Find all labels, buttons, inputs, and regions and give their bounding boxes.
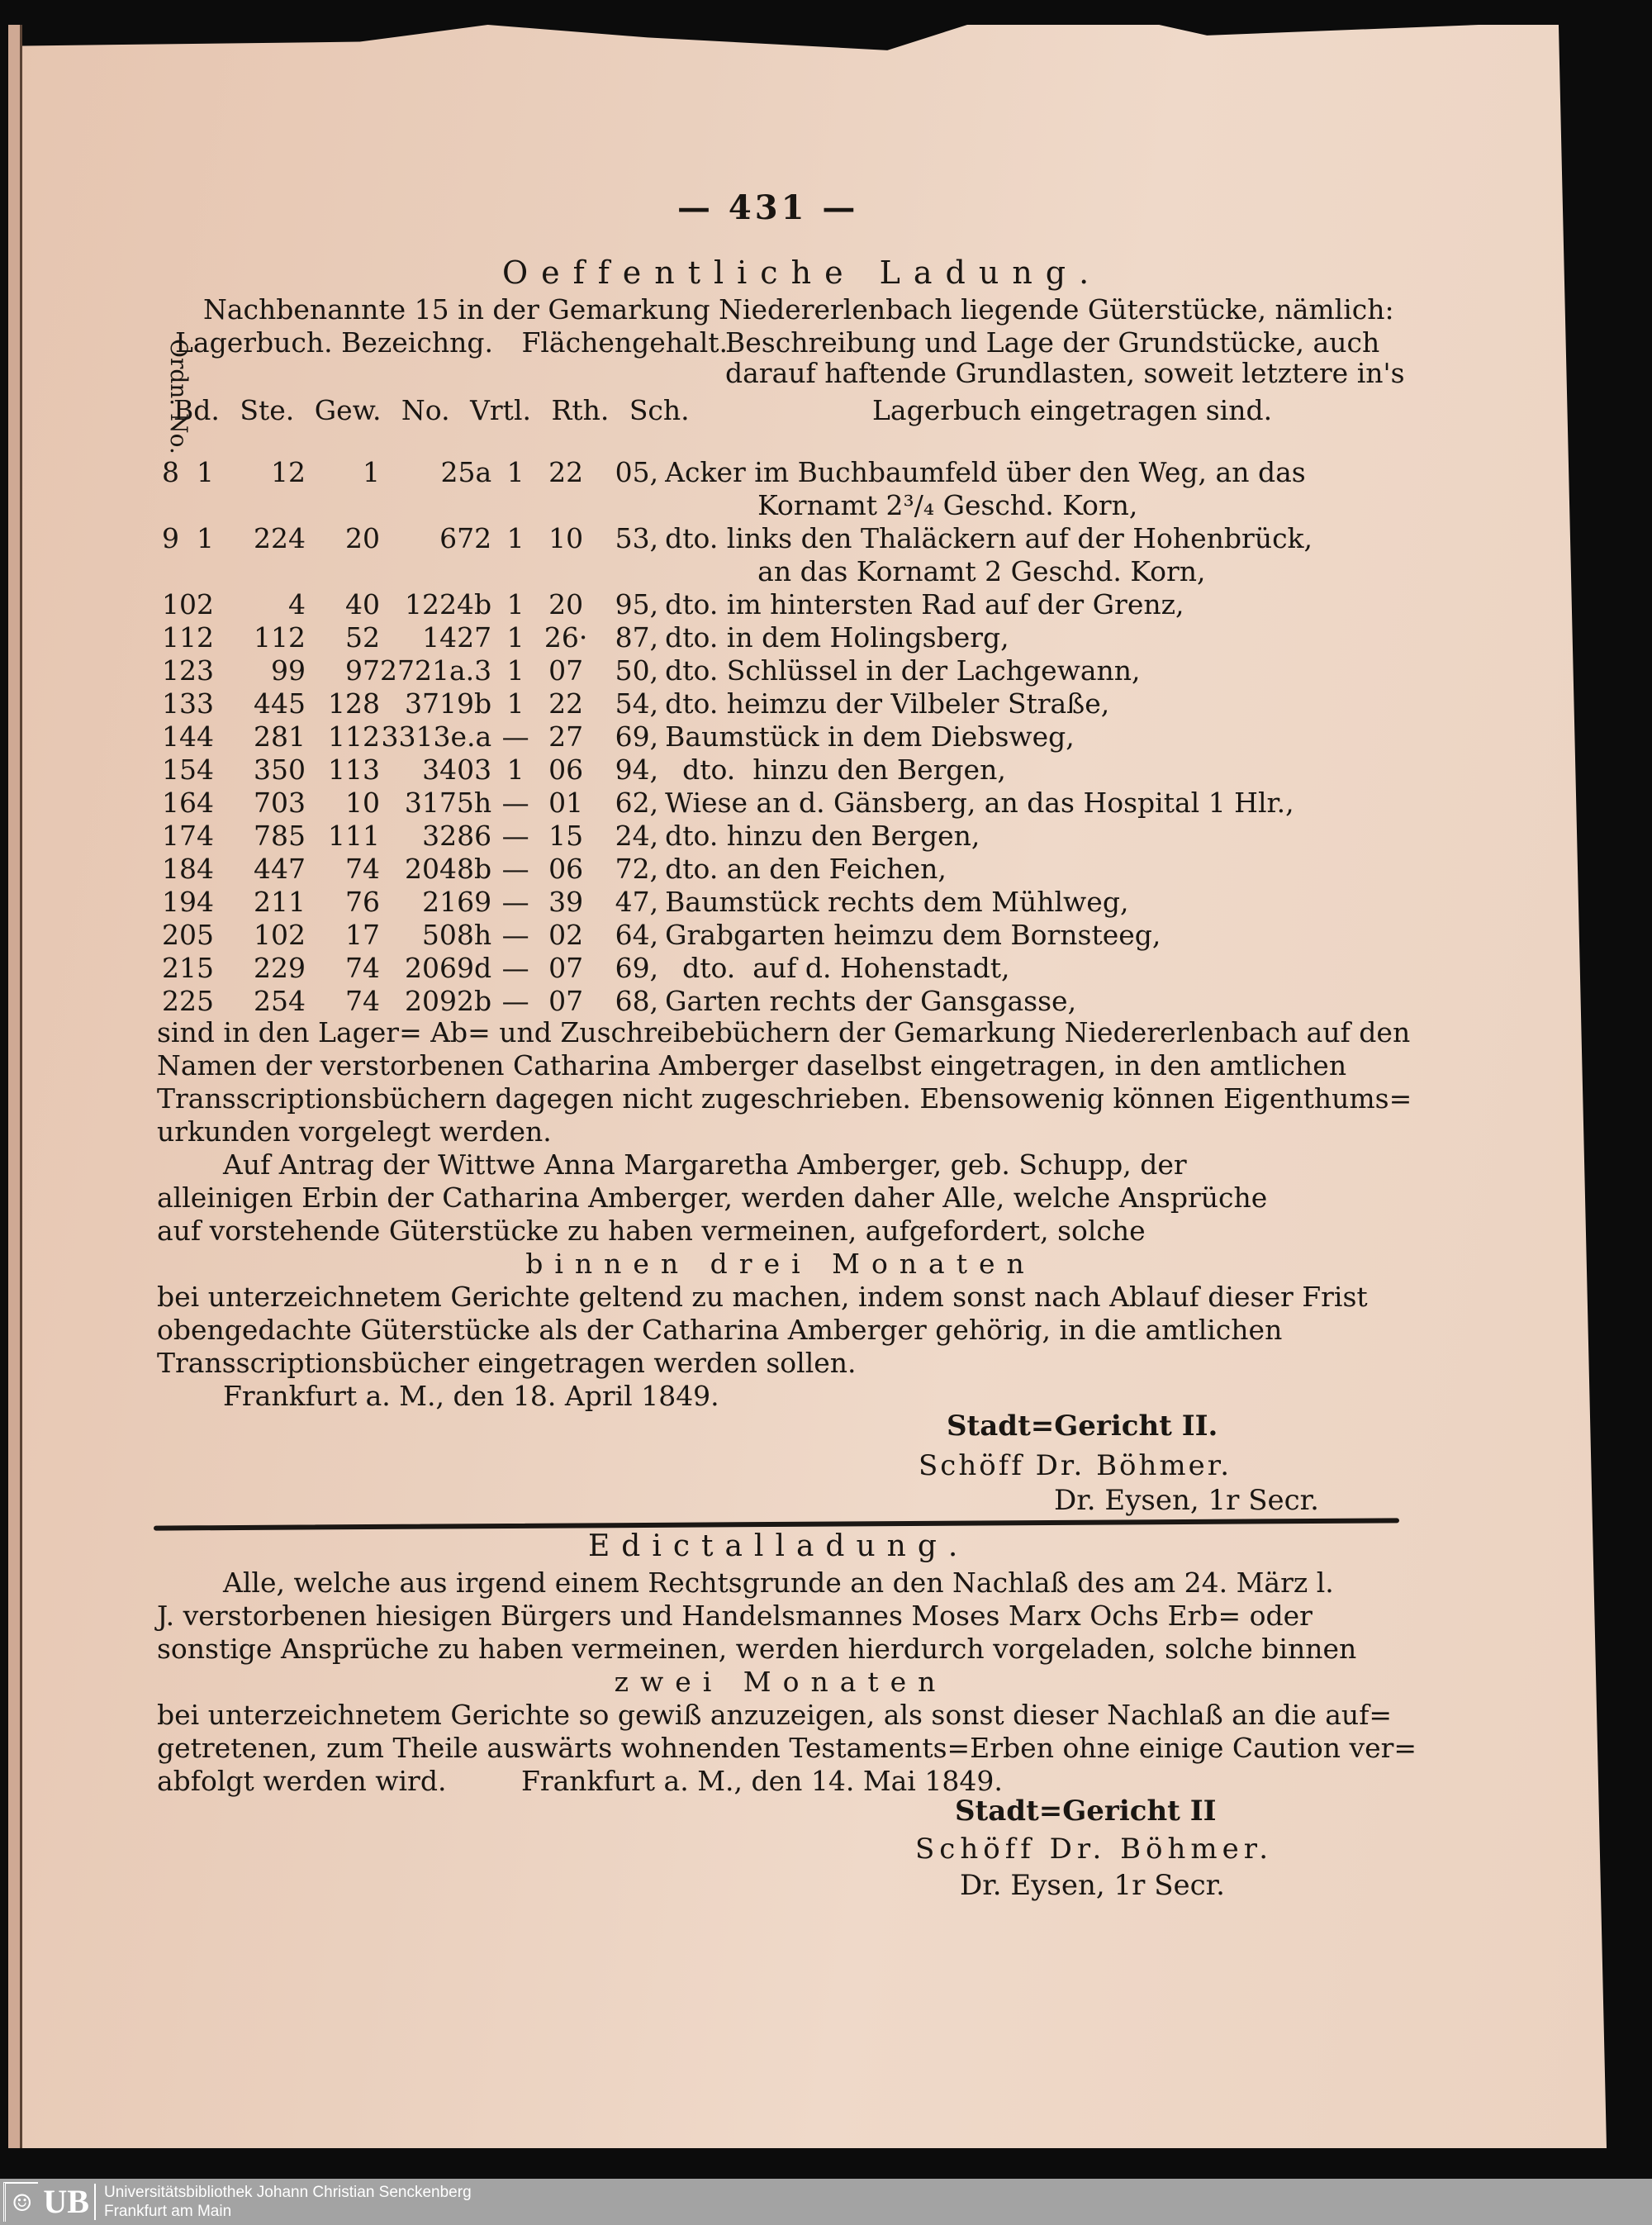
scan-background xyxy=(0,2148,1652,2181)
cell-vrtl: — xyxy=(501,919,529,951)
cell-desc: Acker im Buchbaumfeld über den Weg, an das xyxy=(665,456,1306,488)
notice2-signature-court: Stadt=Gericht II xyxy=(955,1795,1217,1828)
body-line: Auf Antrag der Wittwe Anna Margaretha Amberger, geb. Schupp, der xyxy=(223,1148,1187,1181)
cell-rth: 26· xyxy=(544,621,588,654)
cell-vrtl: — xyxy=(501,985,529,1017)
cell-desc: Baumstück rechts dem Mühlweg, xyxy=(665,886,1129,918)
cell-gew: 112 xyxy=(328,720,380,753)
cell-gew: 1 xyxy=(363,456,380,488)
cell-sch: 05, xyxy=(615,456,659,488)
cell-sch: 47, xyxy=(615,886,659,918)
table-row xyxy=(162,754,1313,787)
column-header-beschreibung-3: Lagerbuch eingetragen sind. xyxy=(872,394,1273,426)
column-header-beschreibung-1: Beschreibung und Lage der Grundstücke, auch xyxy=(725,326,1380,359)
column-header-lagerbuch-label: Lagerbuch. Bezeichng. xyxy=(175,326,493,359)
cell-rth: 39 xyxy=(548,886,584,918)
cell-rth: 06 xyxy=(548,754,584,786)
cell-sch: 87, xyxy=(615,621,659,654)
notice1-signature-judge: Schöff Dr. Böhmer. xyxy=(919,1449,1232,1482)
notice2-date: Frankfurt a. M., den 14. Mai 1849. xyxy=(520,1765,1003,1797)
cell-no: 25a xyxy=(440,456,492,488)
cell-no: 2048b xyxy=(405,853,492,885)
cell-vrtl: — xyxy=(501,820,529,852)
cell-ste: 4 xyxy=(288,588,306,620)
notice1-signature-court: Stadt=Gericht II. xyxy=(947,1410,1218,1443)
table-row xyxy=(162,787,1313,820)
body-line: sonstige Ansprüche zu haben vermeinen, werden hierdurch vorgeladen, solche binnen xyxy=(157,1633,1357,1665)
cell-bd: 2 xyxy=(197,588,214,620)
cell-bd: 4 xyxy=(197,720,214,753)
cell-bd: 5 xyxy=(197,985,214,1017)
cell-bd: 4 xyxy=(197,787,214,819)
cell-no: 2721a.3 xyxy=(380,654,492,687)
cell-no: 2069d xyxy=(405,952,492,984)
cell-bd: 1 xyxy=(197,456,214,488)
body-line: Namen der verstorbenen Catharina Amberger daselbst eingetragen, in den amtlichen xyxy=(157,1049,1347,1082)
cell-gew: 111 xyxy=(328,820,380,852)
cell-gew: 97 xyxy=(345,654,380,687)
cell-desc: dto. heimzu der Vilbeler Straße, xyxy=(665,687,1110,720)
cell-ste: 229 xyxy=(254,952,306,984)
notice1-date: Frankfurt a. M., den 18. April 1849. xyxy=(223,1380,719,1412)
cell-gew: 52 xyxy=(345,621,380,654)
cell-desc: dto. auf d. Hohenstadt, xyxy=(665,952,1010,984)
table-row xyxy=(162,588,1313,621)
cell-gew: 20 xyxy=(345,522,380,554)
cell-sch: 53, xyxy=(615,522,659,554)
table-row xyxy=(162,687,1313,720)
table-row xyxy=(162,720,1313,754)
table-row xyxy=(162,886,1313,919)
cell-ord: 16 xyxy=(162,787,197,819)
library-city: Frankfurt am Main xyxy=(104,2203,232,2220)
body-line-text: abfolgt werden wird. xyxy=(157,1765,447,1797)
cell-desc-continuation: an das Kornamt 2 Geschd. Korn, xyxy=(757,555,1206,587)
cell-desc: dto. an den Feichen, xyxy=(665,853,947,885)
cell-vrtl: — xyxy=(501,886,529,918)
cell-desc: dto. links den Thaläckern auf der Hohenbrück, xyxy=(665,522,1313,554)
notice2-signature-judge: Schöff Dr. Böhmer. xyxy=(915,1833,1274,1866)
cell-gew: 113 xyxy=(328,754,380,786)
body-line: obengedachte Güterstücke als der Catharina Amberger gehörig, in die amtlichen xyxy=(157,1314,1283,1346)
cell-no: 672 xyxy=(439,522,492,554)
notice1-signature-secretary: Dr. Eysen, 1r Secr. xyxy=(1054,1484,1319,1517)
notice2-signature-secretary: Dr. Eysen, 1r Secr. xyxy=(960,1869,1225,1902)
notice-title-oeffentliche-ladung: Oeffentliche Ladung. xyxy=(502,254,1103,291)
cell-ste: 785 xyxy=(254,820,306,852)
cell-bd: 4 xyxy=(197,853,214,885)
cell-ste: 12 xyxy=(271,456,306,488)
cell-no: 508h xyxy=(421,919,492,951)
column-header-subcolumns: Bd. Ste. Gew. No. Vrtl. Rth. Sch. xyxy=(173,394,690,426)
emphasis-zwei-monaten: zwei Monaten xyxy=(614,1666,947,1698)
cell-vrtl: 1 xyxy=(506,456,525,488)
notice-title-edictalladung: Edictalladung. xyxy=(588,1529,970,1563)
cell-rth: 27 xyxy=(548,720,584,753)
cell-sch: 50, xyxy=(615,654,659,687)
cell-bd: 5 xyxy=(197,919,214,951)
cell-bd: 3 xyxy=(197,654,214,687)
table-row xyxy=(162,952,1313,985)
cell-ord: 12 xyxy=(162,654,197,687)
cell-desc: Baumstück in dem Diebsweg, xyxy=(665,720,1075,753)
cell-ord: 13 xyxy=(162,687,197,720)
cell-no: 3719b xyxy=(405,687,492,720)
cell-no: 1224b xyxy=(405,588,492,620)
cell-no: 3175h xyxy=(404,787,492,819)
cell-rth: 07 xyxy=(548,985,584,1017)
page-number: — 431 — xyxy=(677,188,859,227)
cell-ste: 445 xyxy=(254,687,306,720)
cell-ste: 112 xyxy=(254,621,306,654)
cell-rth: 07 xyxy=(548,952,584,984)
table-row xyxy=(162,456,1313,489)
cell-ord: 8 xyxy=(162,456,179,488)
column-header-lagerbuch xyxy=(175,326,728,359)
cell-vrtl: 1 xyxy=(506,522,525,554)
cell-ord: 18 xyxy=(162,853,197,885)
cell-sch: 68, xyxy=(615,985,659,1017)
emphasis-binnen-drei-monaten: binnen drei Monaten xyxy=(525,1248,1036,1280)
cell-no: 1427 xyxy=(422,621,492,654)
cell-rth: 01 xyxy=(548,787,584,819)
body-line: Transscriptionsbüchern dagegen nicht zugeschrieben. Ebensowenig können Eigenthums= xyxy=(157,1082,1412,1115)
cell-ord: 17 xyxy=(162,820,197,852)
column-header-flaechengehalt: Flächengehalt. xyxy=(521,326,728,359)
cell-vrtl: 1 xyxy=(506,588,525,620)
body-line: sind in den Lager= Ab= und Zuschreibebüchern der Gemarkung Niedererlenbach auf den xyxy=(157,1016,1411,1048)
cell-desc: Garten rechts der Gansgasse, xyxy=(665,985,1077,1017)
cell-bd: 4 xyxy=(197,754,214,786)
cell-desc: dto. Schlüssel in der Lachgewann, xyxy=(665,654,1141,687)
body-line: getretenen, zum Theile auswärts wohnenden Testaments=Erben ohne einige Caution ver= xyxy=(157,1732,1417,1764)
cell-gew: 76 xyxy=(345,886,380,918)
cell-ste: 211 xyxy=(254,886,306,918)
cell-rth: 10 xyxy=(548,522,584,554)
cell-desc: dto. im hintersten Rad auf der Grenz, xyxy=(665,588,1184,620)
table-row xyxy=(162,919,1313,952)
cell-sch: 69, xyxy=(615,720,659,753)
cell-ord: 21 xyxy=(162,952,197,984)
cell-ord: 15 xyxy=(162,754,197,786)
cell-bd: 5 xyxy=(197,952,214,984)
cell-ste: 254 xyxy=(254,985,306,1017)
cell-sch: 62, xyxy=(615,787,659,819)
cell-desc: Grabgarten heimzu dem Bornsteeg, xyxy=(665,919,1161,951)
cell-rth: 22 xyxy=(548,456,584,488)
cell-desc: dto. in dem Holingsberg, xyxy=(665,621,1009,654)
table-row xyxy=(162,820,1313,853)
cell-ste: 224 xyxy=(254,522,306,554)
cell-rth: 07 xyxy=(548,654,584,687)
cell-rth: 02 xyxy=(548,919,584,951)
body-line: alleinigen Erbin der Catharina Amberger, werden daher Alle, welche Ansprüche xyxy=(157,1181,1268,1214)
body-line: J. verstorbenen hiesigen Bürgers und Handelsmannes Moses Marx Ochs Erb= oder xyxy=(157,1600,1313,1632)
table-row-continuation xyxy=(162,489,1313,522)
body-line: Alle, welche aus irgend einem Rechtsgrunde an den Nachlaß des am 24. März l. xyxy=(223,1567,1334,1599)
library-credit xyxy=(104,2183,472,2221)
cell-gew: 10 xyxy=(345,787,380,819)
portrait-icon: ☺ xyxy=(3,2182,38,2222)
notice1-body2 xyxy=(157,1148,1404,1413)
cell-sch: 72, xyxy=(615,853,659,885)
cell-ord: 14 xyxy=(162,720,197,753)
cell-sch: 69, xyxy=(615,952,659,984)
cell-bd: 4 xyxy=(197,820,214,852)
cell-no: 3286 xyxy=(422,820,492,852)
cell-sch: 64, xyxy=(615,919,659,951)
table-row xyxy=(162,621,1313,654)
cell-gew: 74 xyxy=(345,853,380,885)
cell-vrtl: — xyxy=(501,787,529,819)
cell-desc: Wiese an d. Gänsberg, an das Hospital 1 Hlr., xyxy=(665,787,1294,819)
cell-ord: 11 xyxy=(162,621,197,654)
cell-ste: 350 xyxy=(254,754,306,786)
table-row xyxy=(162,853,1313,886)
cell-gew: 40 xyxy=(345,588,380,620)
cell-no: 2169 xyxy=(422,886,492,918)
cell-bd: 3 xyxy=(197,687,214,720)
cell-gew: 74 xyxy=(345,952,380,984)
cell-sch: 94, xyxy=(615,754,659,786)
table-row xyxy=(162,654,1313,687)
cell-bd: 1 xyxy=(197,522,214,554)
table-row xyxy=(162,522,1313,555)
cell-ste: 102 xyxy=(254,919,306,951)
cell-ord: 10 xyxy=(162,588,197,620)
body-line: urkunden vorgelegt werden. xyxy=(157,1115,552,1148)
library-footer-bar xyxy=(0,2179,1652,2225)
column-header-beschreibung-2: darauf haftende Grundlasten, soweit letztere in's xyxy=(725,357,1405,389)
table-row-continuation xyxy=(162,555,1313,588)
cell-ste: 281 xyxy=(254,720,306,753)
empty-cell xyxy=(162,489,658,522)
cell-ste: 703 xyxy=(254,787,306,819)
cell-no: 2092b xyxy=(405,985,492,1017)
cell-desc-continuation: Kornamt 2³/₄ Geschd. Korn, xyxy=(757,489,1138,521)
cell-sch: 24, xyxy=(615,820,659,852)
cell-sch: 54, xyxy=(615,687,659,720)
cell-sch: 95, xyxy=(615,588,659,620)
cell-vrtl: 1 xyxy=(506,654,525,687)
cell-gew: 128 xyxy=(328,687,380,720)
cell-gew: 74 xyxy=(345,985,380,1017)
cell-desc: dto. hinzu den Bergen, xyxy=(665,754,1006,786)
notice2-body xyxy=(157,1567,1417,1798)
cell-bd: 2 xyxy=(197,621,214,654)
cell-ste: 447 xyxy=(254,853,306,885)
cell-gew: 17 xyxy=(345,919,380,951)
cell-ord: 22 xyxy=(162,985,197,1017)
cell-ord: 9 xyxy=(162,522,179,554)
cell-rth: 20 xyxy=(548,588,584,620)
library-logo-text: UB xyxy=(43,2184,96,2220)
notice-lead-text: Nachbenannte 15 in der Gemarkung Niedererlenbach liegende Güterstücke, nämlich: xyxy=(203,293,1394,326)
cell-ste: 99 xyxy=(271,654,306,687)
cell-desc: dto. hinzu den Bergen, xyxy=(665,820,980,852)
cell-vrtl: 1 xyxy=(506,754,525,786)
cell-no: 3403 xyxy=(422,754,492,786)
cell-ord: 20 xyxy=(162,919,197,951)
cell-no: 3313e.a xyxy=(381,720,492,753)
body-line: Transscriptionsbücher eingetragen werden sollen. xyxy=(157,1347,857,1379)
library-logo xyxy=(3,2182,96,2222)
cell-rth: 15 xyxy=(548,820,584,852)
cell-vrtl: — xyxy=(501,952,529,984)
cell-ord: 19 xyxy=(162,886,197,918)
column-header-ordn-no: Ordn. No. xyxy=(165,339,192,454)
table-row xyxy=(162,985,1313,1018)
body-line: bei unterzeichnetem Gerichte geltend zu machen, indem sonst nach Ablauf dieser Frist xyxy=(157,1281,1368,1313)
cell-rth: 22 xyxy=(548,687,584,720)
body-line: bei unterzeichnetem Gerichte so gewiß anzuzeigen, als sonst dieser Nachlaß an die auf= xyxy=(157,1699,1393,1731)
empty-cell xyxy=(162,555,658,588)
cell-bd: 4 xyxy=(197,886,214,918)
body-line-last xyxy=(157,1765,1404,1798)
notice1-body1 xyxy=(157,1016,1412,1148)
library-name: Universitätsbibliothek Johann Christian Senckenberg xyxy=(104,2184,472,2201)
cell-vrtl: 1 xyxy=(506,687,525,720)
cell-rth: 06 xyxy=(548,853,584,885)
body-line: auf vorstehende Güterstücke zu haben vermeinen, aufgefordert, solche xyxy=(157,1215,1146,1247)
cell-vrtl: — xyxy=(501,720,529,753)
cell-vrtl: 1 xyxy=(506,621,525,654)
property-table xyxy=(162,456,1313,1018)
cell-vrtl: — xyxy=(501,853,529,885)
